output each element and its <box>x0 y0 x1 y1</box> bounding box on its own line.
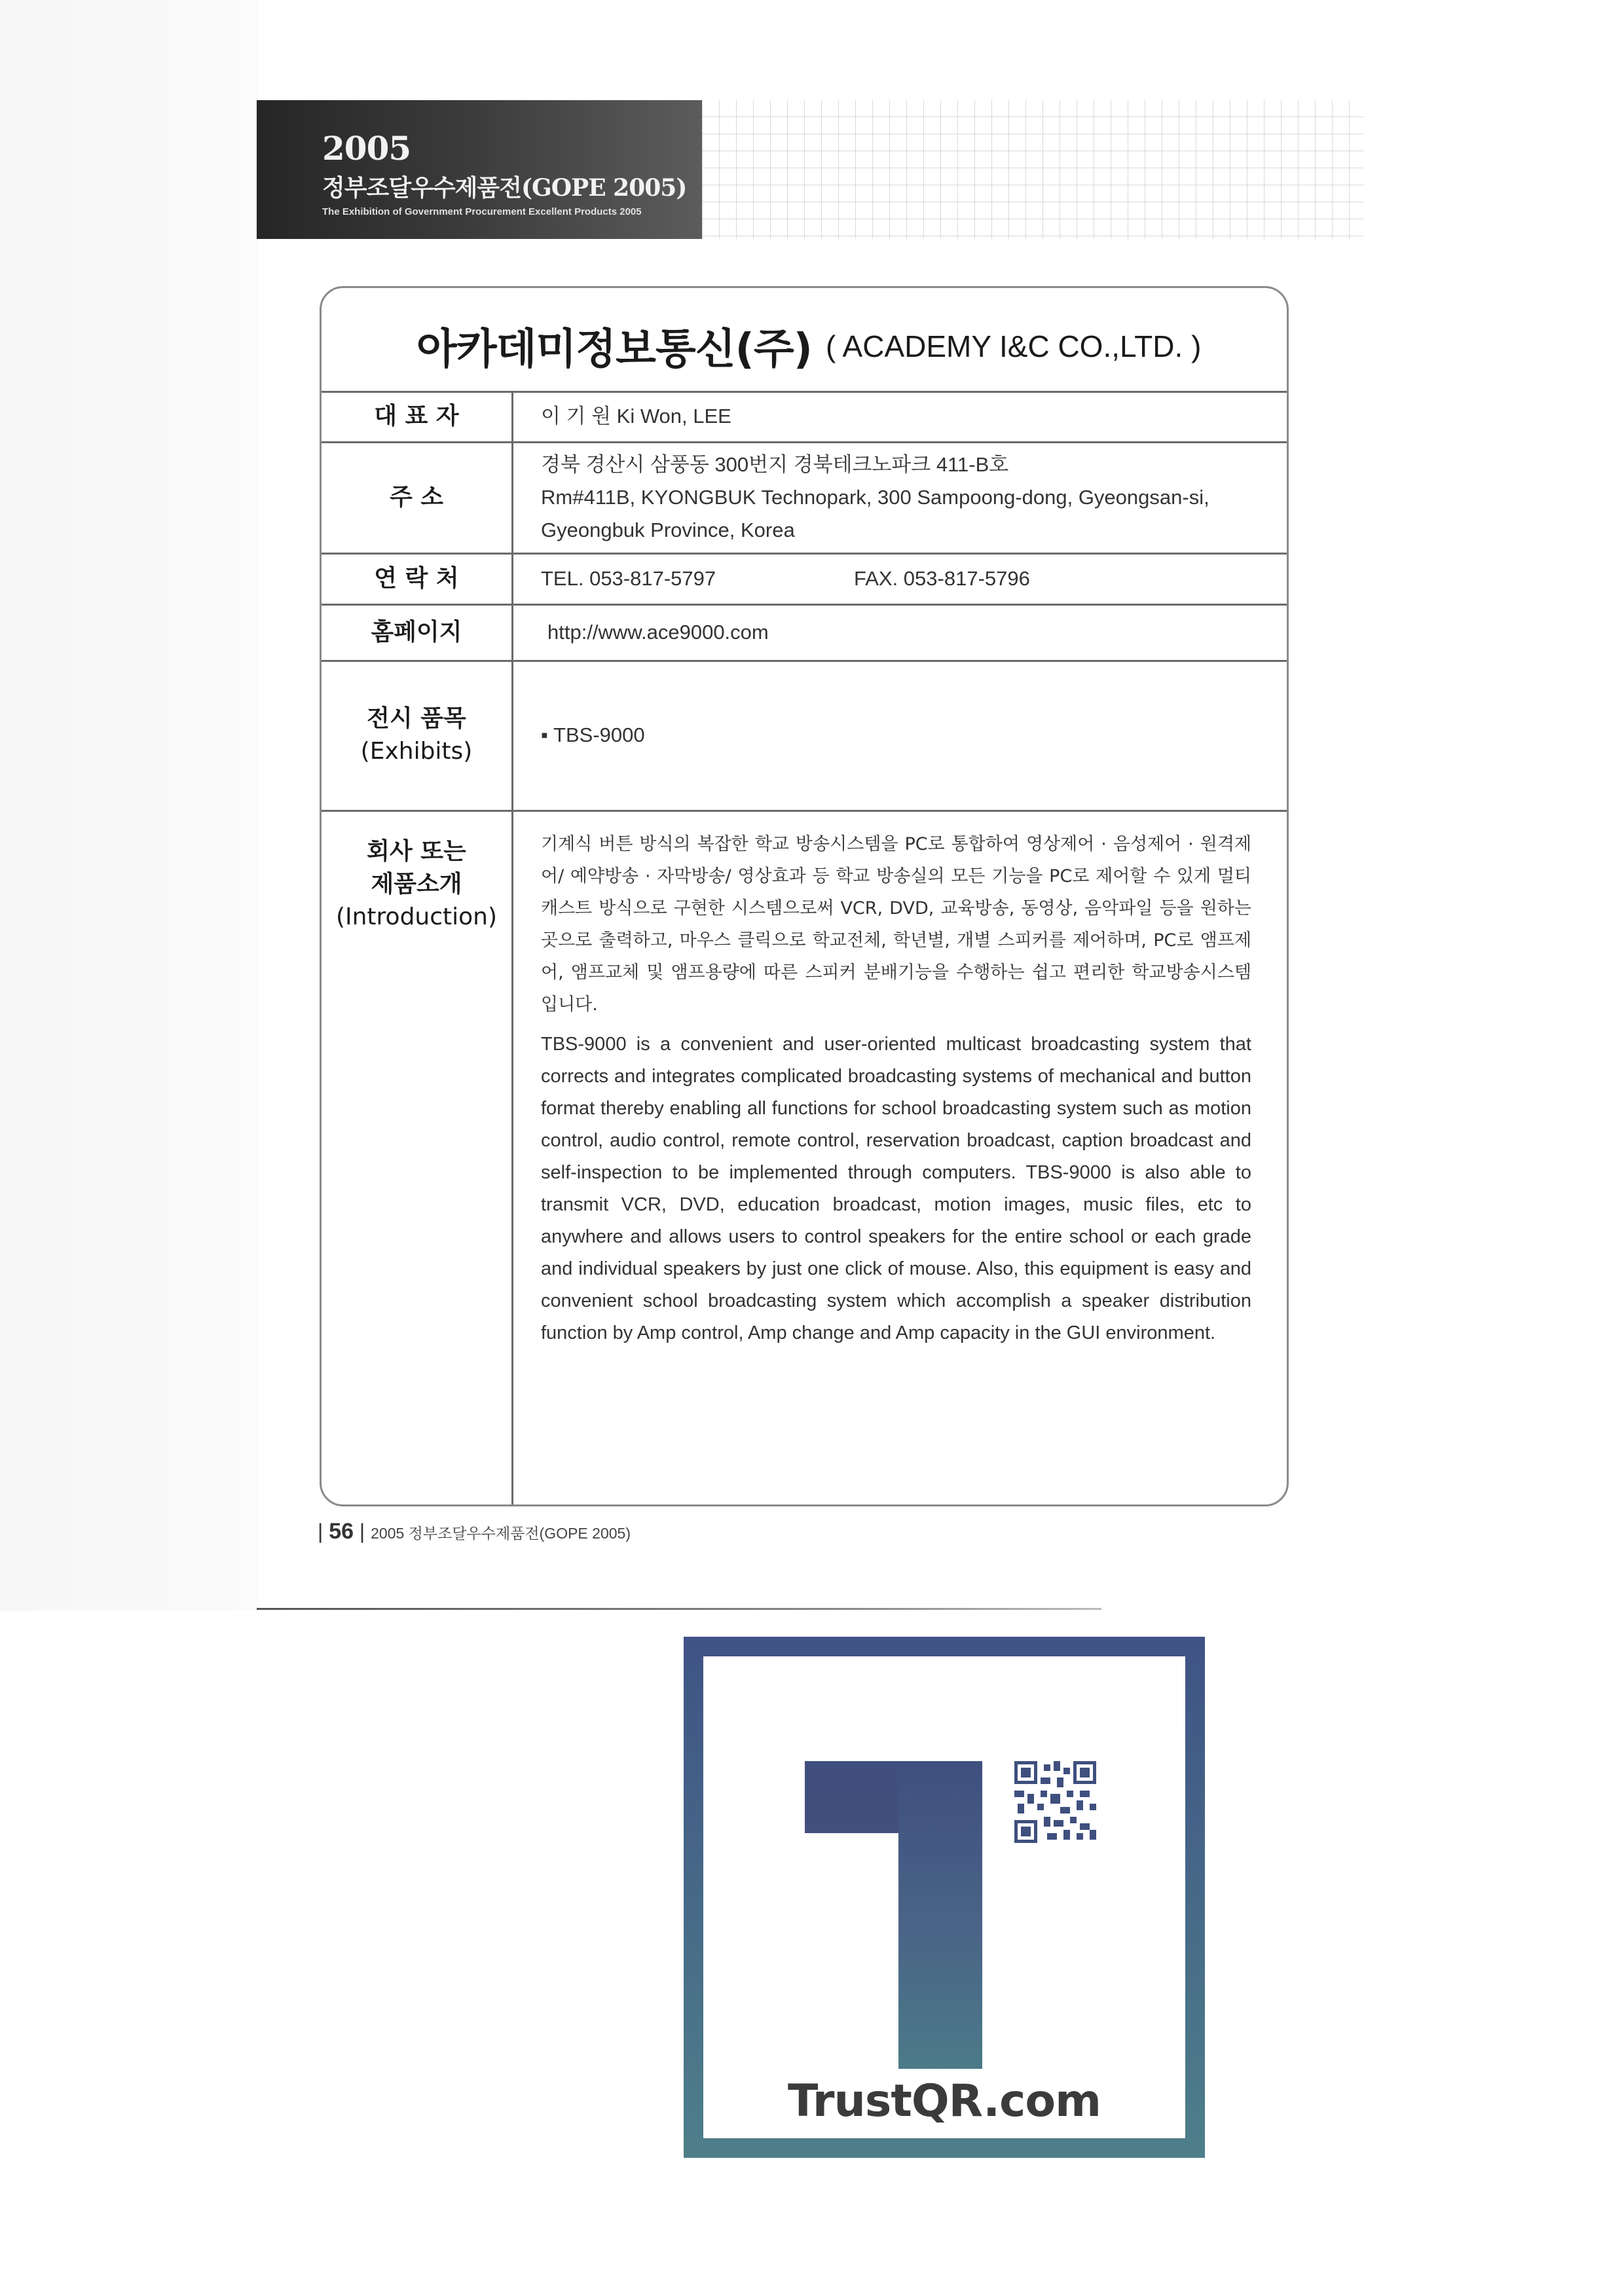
qr-code-icon <box>1014 1761 1096 1843</box>
tel-value: TEL. 053-817-5797 <box>541 567 716 590</box>
address-line-3: Gyeongbuk Province, Korea <box>541 519 795 541</box>
footer-separator: | <box>359 1520 365 1543</box>
banner-title: 정부조달우수제품전(GOPE 2005) <box>322 174 687 202</box>
divider <box>322 810 1287 812</box>
exhibits-label-en: (Exhibits) <box>360 738 473 765</box>
contact-label: 연 락 처 <box>374 565 459 592</box>
footer-separator: | <box>318 1520 323 1543</box>
homepage-label: 홈페이지 <box>371 619 462 646</box>
address-line-1: 경북 경산시 삼풍동 300번지 경북테크노파크 411-B호 <box>541 453 1009 476</box>
ceo-label: 대 표 자 <box>374 403 459 429</box>
ceo-value: 이 기 원 Ki Won, LEE <box>541 405 731 428</box>
grid-decoration <box>702 100 1363 239</box>
intro-label-en: (Introduction) <box>335 903 498 930</box>
page-number: 56 <box>329 1519 354 1544</box>
banner-year: 2005 <box>322 129 411 168</box>
footer-text: 2005 정부조달우수제품전(GOPE 2005) <box>371 1525 631 1542</box>
homepage-link[interactable]: http://www.ace9000.com <box>547 621 769 644</box>
column-divider <box>511 391 513 1504</box>
company-title-row <box>322 288 1287 391</box>
divider <box>322 553 1287 555</box>
watermark-inner <box>703 1656 1185 2138</box>
divider <box>322 441 1287 443</box>
address-line-2: Rm#411B, KYONGBUK Technopark, 300 Sampoong-dong, Gyeongsan-si, <box>541 486 1209 509</box>
intro-text-english: TBS-9000 is a convenient and user-oriented multicast broadcasting system that corrects and integrates complicated broadcasting systems of mechanical and button format thereby enabling all functions for school broadcasting system such as motion control, audio control, remote control, reservation broadcast, caption broadcast and self-inspection to be implemented through computers. TBS-9000 is also able to transmit VCR, DVD, education broadcast, motion images, music files, etc to anywhere and allows users to control speakers for the entire school or each grade and individual speakers by just one click of mouse. Also, this equipment is easy and convenient school broadcasting system which accomplish a speaker distribution function by Amp control, Amp change and Amp capacity in the GUI environment. <box>541 1034 1251 1343</box>
page-shadow <box>0 0 259 1611</box>
divider <box>322 604 1287 606</box>
intro-label-ko-1: 회사 또는 <box>367 838 466 865</box>
intro-label-ko-2: 제품소개 <box>371 871 462 898</box>
exhibit-item: ▪ TBS-9000 <box>541 723 645 746</box>
divider <box>322 391 1287 393</box>
company-card <box>320 286 1289 1506</box>
trustqr-watermark <box>684 1637 1205 2158</box>
page-footer <box>318 1519 631 1544</box>
divider <box>322 660 1287 662</box>
fax-value: FAX. 053-817-5796 <box>854 567 1030 590</box>
exhibits-label-ko: 전시 품목 <box>367 705 466 732</box>
t-logo-stem <box>898 1761 982 2069</box>
banner-subtitle: The Exhibition of Government Procurement Excellent Products 2005 <box>322 206 642 217</box>
header-banner <box>257 100 702 239</box>
company-name-korean: 아카데미정보통신(주) <box>416 325 812 374</box>
intro-text-korean: 기계식 버튼 방식의 복잡한 학교 방송시스템을 PC로 통합하여 영상제어 · 음성제어 · 원격제어/ 예약방송 · 자막방송/ 영상효과 등 학교 방송실의 모든 기능을 PC로 제어할 수 있게 멀티캐스트 방식으로 구현한 시스템으로써 VCR, DVD, 교육방송, 동영상, 음악파일 등을 원하는 곳으로 출력하고, 마우스 클릭으로 학교전체, 학년별, 개별 스피커를 제어하며, PC로 앰프제어, 앰프교체 및 앰프용량에 따른 스피커 분배기능을 수행하는 쉽고 편리한 학교방송시스템입니다. <box>541 834 1251 1015</box>
watermark-text: TrustQR.com <box>788 2075 1101 2127</box>
address-label: 주 소 <box>389 484 444 511</box>
bottom-rule <box>257 1608 1101 1610</box>
company-name-english: ( ACADEMY I&C CO.,LTD. ) <box>826 329 1202 363</box>
